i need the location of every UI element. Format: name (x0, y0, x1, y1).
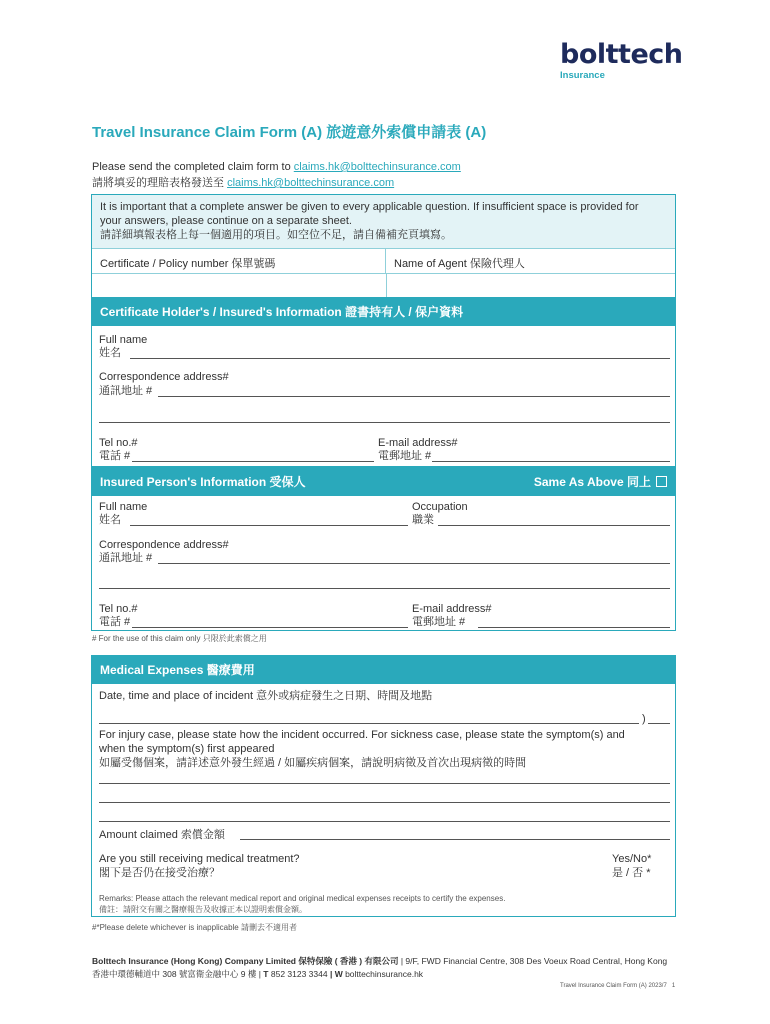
insured-occupation-field[interactable] (438, 525, 670, 526)
insured-tel-label-en: Tel no.# (99, 603, 138, 615)
footer-form-ref-line (560, 983, 675, 989)
use-note: # For the use of this claim only 只限於此索償之用 (92, 634, 267, 643)
intro-line-en (92, 160, 461, 174)
notice-box (91, 194, 676, 299)
holder-full-name-label-zh: 姓名 (99, 347, 121, 359)
incident-paren: ) (642, 713, 646, 725)
treatment-question-en: Are you still receiving medical treatment? (99, 853, 300, 865)
email-link-en[interactable]: claims.hk@bolttechinsurance.com (293, 161, 461, 173)
holder-email-field[interactable] (432, 461, 670, 462)
footer-form-ref: Travel Insurance Claim Form (A) 2023/7 (560, 983, 667, 989)
notice-line-3: 請詳細填報表格上每一個適用的項目。如空位不足，請自備補充頁填寫。 (100, 229, 452, 241)
insured-email-label-zh: 電郵地址 # (412, 616, 466, 628)
injury-description-field-1[interactable] (99, 783, 670, 784)
insured-tel-field[interactable] (132, 627, 408, 628)
intro-line-zh (92, 176, 394, 190)
treatment-yes-no-en[interactable]: Yes/No* (612, 853, 652, 865)
holder-address-field-2[interactable] (99, 422, 670, 423)
footer-web-label: | W (327, 969, 343, 979)
logo-wordmark: bolttech (560, 39, 683, 70)
email-link-zh[interactable]: claims.hk@bolttechinsurance.com (227, 177, 395, 189)
insured-email-label-en: E-mail address# (412, 603, 492, 615)
footer-address: | 9/F, FWD Financial Centre, 308 Des Voeux Road Central, Hong Kong (398, 956, 668, 966)
footer-tel: 852 3123 3344 (268, 969, 328, 979)
notice-line-2: your answers, please continue on a separate sheet. (100, 215, 352, 227)
holder-tel-label-en: Tel no.# (99, 437, 138, 449)
medical-section-title: Medical Expenses 醫療費用 (100, 663, 255, 677)
medical-section-header (92, 656, 675, 684)
same-as-above-checkbox[interactable] (656, 476, 667, 487)
holder-email-label-en: E-mail address# (378, 437, 458, 449)
incident-date-field-end[interactable] (648, 723, 670, 724)
footer-company-name: Bolttech Insurance (Hong Kong) Company Limited 保特保險 ( 香港 ) 有限公司 (92, 956, 399, 966)
remarks-zh: 備註：請附交有關之醫療報告及收據正本以證明索償金額。 (99, 905, 307, 914)
page-title: Travel Insurance Claim Form (A) 旅遊意外索償申請表 (A) (92, 124, 487, 141)
injury-description-field-2[interactable] (99, 802, 670, 803)
intro-text-zh: 請將填妥的理賠表格發送至 (92, 177, 228, 189)
insured-occupation-label-en: Occupation (412, 501, 468, 513)
holder-address-label-en: Correspondence address# (99, 371, 229, 383)
treatment-question-zh: 閣下是否仍在接受治療？ (99, 867, 220, 879)
bolttech-logo (560, 40, 690, 84)
holder-tel-label-zh: 電話 # (99, 450, 131, 462)
intro-text-en: Please send the completed claim form to (92, 161, 294, 173)
injury-question-line-2: when the symptom(s) first appeared (99, 743, 275, 755)
treatment-yes-no-zh[interactable]: 是 / 否 * (612, 867, 651, 879)
injury-question-line-3: 如屬受傷個案，請詳述意外發生經過 / 如屬疾病個案，請說明病徵及首次出現病徵的時間 (99, 757, 527, 769)
insured-section-header (92, 468, 675, 496)
remarks-en: Remarks: Please attach the relevant medical report and original medical expenses receipts to certify the expenses. (99, 894, 506, 903)
holder-email-label-zh: 電郵地址 # (378, 450, 432, 462)
agent-name-label: Name of Agent 保險代理人 (394, 258, 525, 270)
footer-web[interactable]: bolttechinsurance.hk (342, 969, 424, 979)
notice-text (92, 195, 675, 248)
insured-full-name-field[interactable] (130, 525, 408, 526)
holder-address-field-1[interactable] (158, 396, 670, 397)
holder-section-header (92, 298, 675, 326)
delete-note: #*Please delete whichever is inapplicable 請刪去不適用者 (92, 923, 297, 932)
certificate-number-label: Certificate / Policy number 保單號碼 (92, 249, 386, 273)
insured-occupation-label-zh: 職業 (412, 514, 434, 526)
holder-tel-field[interactable] (132, 461, 374, 462)
certificate-number-field[interactable] (92, 274, 387, 298)
insured-address-field-1[interactable] (158, 563, 670, 564)
same-as-above-option[interactable] (534, 468, 667, 496)
page-number: 1 (671, 983, 676, 989)
insured-email-field[interactable] (478, 627, 670, 628)
logo-subtitle: Insurance (560, 70, 605, 81)
holder-section (91, 297, 676, 467)
holder-address-label-zh: 通訊地址 # (99, 385, 153, 397)
holder-full-name-field[interactable] (130, 358, 670, 359)
incident-date-label: Date, time and place of incident 意外或病症發生之日期、時間及地點 (99, 690, 433, 702)
footer-address-zh: 香港中環德輔道中 308 號富衛金融中心 9 樓 | (92, 969, 264, 979)
amount-claimed-field[interactable] (240, 839, 670, 840)
policy-label-row (92, 248, 675, 273)
insured-section-title: Insured Person's Information 受保人 (100, 475, 306, 489)
footer-tel-label: T (263, 969, 269, 979)
insured-tel-label-zh: 電話 # (99, 616, 131, 628)
injury-question-line-1: For injury case, please state how the incident occurred. For sickness case, please state the symptom(s) and (99, 729, 625, 741)
insured-full-name-label-zh: 姓名 (99, 514, 121, 526)
holder-full-name-label-en: Full name (99, 334, 148, 346)
holder-section-title: Certificate Holder's / Insured's Information 證書持有人 / 保户資料 (100, 305, 464, 319)
insured-section (91, 467, 676, 631)
policy-input-row (92, 273, 675, 298)
amount-claimed-label: Amount claimed 索償金額 (99, 829, 225, 841)
insured-address-field-2[interactable] (99, 588, 670, 589)
incident-date-field[interactable] (99, 723, 639, 724)
medical-section (91, 655, 676, 917)
agent-name-field[interactable] (387, 274, 675, 298)
notice-line-1: It is important that a complete answer be given to every applicable question. If insufficient space is provided for (100, 201, 639, 213)
same-as-above-label: Same As Above 同上 (533, 475, 651, 489)
insured-address-label-en: Correspondence address# (99, 539, 229, 551)
injury-description-field-3[interactable] (99, 821, 670, 822)
insured-address-label-zh: 通訊地址 # (99, 552, 153, 564)
footer-contact-line (92, 968, 423, 980)
footer-company-line (92, 955, 667, 967)
insured-full-name-label-en: Full name (99, 501, 148, 513)
